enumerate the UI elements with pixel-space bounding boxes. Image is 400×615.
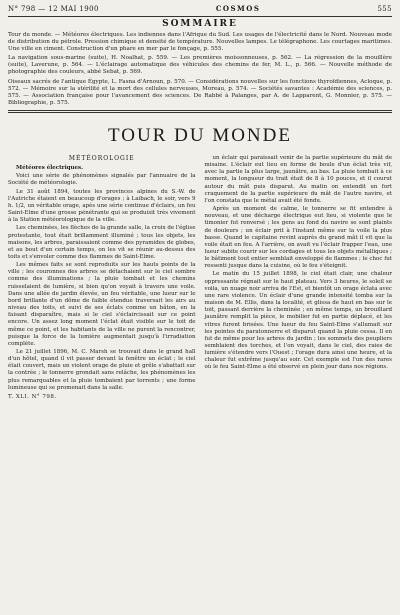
right-column: [205, 155, 393, 401]
article-columns: [8, 155, 392, 401]
sommaire-block: [8, 19, 392, 107]
article-paragraph: Le matin du 15 juillet 1898, le ciel était clair, une chaleur oppressante régnait sur le haut plateau. Vers 3 heures, le soleil se voila, un nuage noir arriva de l'Est, et bientôt un orage éclata avec une rare violence. Un éclair d'une grande intensité tomba sur la maison de M. Ellis, dans la localité, et glissa de haut en bas sur le toit, passant derrière la cheminée ; en même temps, un brouillard jaunâtre remplit la pièce, le mobilier fut en partie déplacé, et les vitres furent brisées. Une lueur du feu Saint-Elme s'allumait sur les pointes du paratonnerre et disparut quand la pluie cessa. Il en fut de même pour les arbres du jardin ; les sommets des peupliers semblaient des torches, et l'on voyait, dans le ciel, des raies de lumière s'étendre vers l'Ouest ; l'orage dura ainsi une heure, et la chaleur fut extrême jusqu'au soir. Cet exemple est l'un des rares où le feu Saint-Elme a été observé en plein jour dans nos régions.: [204, 271, 392, 371]
volume-footer: T. XLI. N° 798.: [8, 393, 57, 400]
sommaire-rule: [8, 110, 392, 113]
section-kicker: MÉTÉOROLOGIE: [68, 154, 135, 162]
article-paragraph: un éclair qui paraissait venir de la partie supérieure du mât de misaine. L'éclair eut lieu en forme de boule d'un éclat très vif, avec la partie la plus large, jaunâtre, au bas. La pluie tombait à ce moment, la longueur du trait était de 8 à 10 pouces, et il courut autour du mât puis disparut. Au matin on entendit un fort craquement de la partie supérieure du mât de l'autre navire, et l'on constata que le métal avait été fondu.: [204, 154, 392, 204]
article-paragraph: Les mêmes faits se sont reproduits sur les hauts points de la ville ; les couronnes des arbres se détachaient sur le ciel sombre comme des illuminations ; la pluie tombait et les chemins ruisselaient de lumière, si bien qu'on voyait à travers une voile. Dans une allée de jardin élevée, un feu véritable, une lueur sur le bord brillante d'un dôme de faible étendue traversait les airs au niveau des toits, et suivi de ses éclats comme un bâton, en la faisant disparaître, mais si le ciel s'éclaircissait sur ce point encore. Un assez long moment l'éclat était visible sur le toit de même ce point, et les habitants de la ville ne purent la rencontrer, puisque la force de la lumière augmentait jusqu'à l'irradiation complète.: [8, 262, 196, 347]
running-header: [8, 4, 392, 13]
sommaire-paragraph: La navigation sous-marine (suite), H. Noalhat, p. 559. — Les premières moissonneuses, p. 562. — La régression de la mouillère (suite), Laverune, p. 564. — L'éclairage automatique des véhicules des chemins de fer, M. L., p. 566. — Nouvelle méthode de photographie des couleurs, abbé Sebat, p. 569.: [8, 55, 392, 76]
sommaire-title: SOMMAIRE: [162, 19, 238, 29]
sommaire-paragraph: Oiseaux sacrés de l'antique Égypte, L. Fasna d'Arnoun, p. 570. — Considérations nouvelles sur les fonctions thyroïdiennes, Acloque, p. 572. — Mémoire sur la stérilité et la mort des cellules nerveuses, Moreau, p. 574. — Sociétés savantes : Académie des sciences, p. 575. — Association française pour l'avancement des sciences. De Rabbé à Palanges, par A. de Lapparent, G. Monnier, p. 575. — Bibliographie, p. 575.: [8, 78, 392, 106]
article-paragraph: Le 21 juillet 1896, M. C. Marsh se trouvait dans le grand hall d'un hôtel, quand il vit passer devant la fenêtre un éclat ; le ciel était couvert, mais un violent orage de pluie et grêle s'abattait sur la contrée ; le tonnerre grondait sans relâche, les phénomènes les plus remarquables et la pluie tombaient par torrents ; une forme lumineuse qui se promenait dans la salle.: [8, 349, 196, 391]
sommaire-paragraph: Tour du monde. — Météores électriques. Les indiennes dans l'Afrique du Sud. Les usages de l'électricité dans le Nord. Nouveau mode de distribution du pétrole. Pression chimique et densité de température. Nouvelles lampes. Le télégraphone. Les courtages maritimes. Une ville en ciment. Construction d'un phare en mer par le fonçage, p. 555.: [8, 32, 392, 53]
article-paragraph: Les cheminées, les flèches de la grande salle, la croix de l'église protestante, tout était brillamment illuminé ; tous les objets, les maisons, les arbres, paraissaient comme des pyramides de globes, et au bout d'un certain temps, on les vit se réunir au-dessus des toits et s'envoler comme des flammes de Saint-Elme.: [8, 225, 196, 260]
header-rule: [8, 16, 392, 17]
issue-date: N° 798 — 12 MAI 1900: [8, 5, 99, 13]
section-title: TOUR DU MONDE: [108, 124, 292, 146]
page-number: 555: [377, 5, 392, 13]
article-paragraph: Le 31 août 1894, toutes les provinces alpines du S.-W. de l'Autriche étaient en beaucoup d'orages ; à Laibach, le soir, vers 9 h. 1/2, un véritable orage, apès une série continue d'éclairs, un feu Saint-Elme d'une grosse pénétrante qui se produisit très vivement à la Station météorologique de la ville.: [8, 188, 196, 224]
left-column: [8, 155, 196, 401]
magazine-name: COSMOS: [215, 4, 261, 13]
article-subheading: Météores électriques.: [16, 165, 84, 172]
article-paragraph: Voici une série de phénomènes signalés par l'annuaire de la Société de météorologie.: [8, 173, 196, 187]
article-paragraph: Après un moment de calme, le tonnerre se fit entendre à nouveau, et une décharge électrique eut lieu, si violente que le timonier fut renversé ; les gens au fond du navire se sont plaints de douleurs ; un éclair prit à l'instant même sur la voile la plus basse. Quand le capitaine revint auprès du grand mât il vit que la voile était en feu. A l'arrière, on avait vu l'éclair frapper l'eau, une lueur subite courir sur les cordages et tous les objets métalliques ; le bâtiment tout entier semblait enveloppé de flammes ; le choc fut ressenti jusque dans la cuisine, où le feu s'éteignit.: [204, 206, 392, 270]
